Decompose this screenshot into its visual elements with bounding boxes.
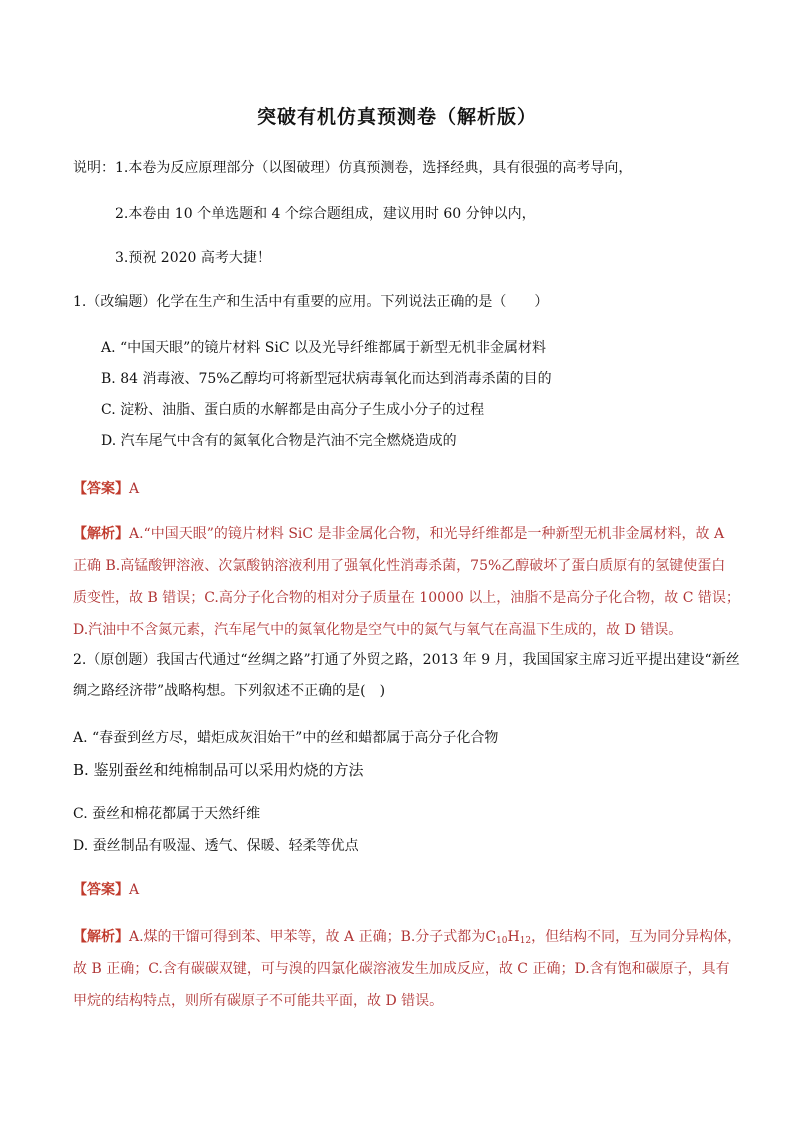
- question-2-analysis-line-3: 甲烷的结构特点，则所有碳原子不可能共平面，故 D 错误。: [73, 993, 444, 1009]
- answer-value: A: [129, 882, 140, 898]
- question-2-option-d: D. 蚕丝制品有吸湿、透气、保暖、轻柔等优点: [73, 838, 359, 854]
- question-2-option-c: C. 蚕丝和棉花都属于天然纤维: [73, 806, 261, 822]
- formula-c: C: [485, 929, 497, 945]
- question-1-answer: [73, 479, 139, 499]
- analysis-text-pre: A.煤的干馏可得到苯、甲苯等，故 A 正确；B.分子式都为: [129, 929, 486, 945]
- question-2-analysis-line-1: [73, 927, 741, 947]
- question-1-analysis-line-1: [73, 524, 724, 544]
- question-1-option-d: D. 汽车尾气中含有的氮氧化合物是汽油不完全燃烧造成的: [101, 433, 457, 449]
- analysis-tag: 【解析】: [73, 929, 129, 945]
- page-title: 突破有机仿真预测卷（解析版）: [256, 106, 537, 128]
- question-1-analysis-line-3: 质变性，故 B 错误；C.高分子化合物的相对分子质量在 10000 以上，油脂不是高分子化合物，故 C 错误；: [73, 590, 740, 606]
- question-1-option-a: A. “中国天眼”的镜片材料 SiC 以及光导纤维都属于新型无机非金属材料: [101, 340, 547, 356]
- question-1-analysis-line-4: D.汽油中不含氮元素，汽车尾气中的氮氧化物是空气中的氮气与氧气在高温下生成的，故 D 错误。: [73, 622, 683, 638]
- answer-value: A: [129, 481, 140, 497]
- question-1-analysis-line-2: 正确 B.高锰酸钾溶液、次氯酸钠溶液利用了强氧化性消毒杀菌，75%乙醇破坏了蛋白质原有的氢键使蛋白: [73, 558, 726, 574]
- note-line-2: 2.本卷由 10 个单选题和 4 个综合题组成，建议用时 60 分钟以内，: [115, 206, 536, 222]
- note-line-1: 说明：1.本卷为反应原理部分（以图破理）仿真预测卷，选择经典，具有很强的高考导向，: [73, 160, 633, 176]
- analysis-text: A.“中国天眼”的镜片材料 SiC 是非金属化合物，和光导纤维都是一种新型无机非金属材料，故 A: [129, 526, 725, 542]
- question-1-option-b: B. 84 消毒液、75%乙醇均可将新型冠状病毒氧化而达到消毒杀菌的目的: [101, 371, 552, 387]
- question-2-answer: [73, 880, 139, 900]
- note-line-3: 3.预祝 2020 高考大捷！: [115, 250, 271, 266]
- formula-c-subscript: 10: [496, 936, 508, 946]
- answer-tag: 【答案】: [73, 882, 129, 898]
- analysis-tag: 【解析】: [73, 526, 129, 542]
- question-1-stem: 1.（改编题）化学在生产和生活中有重要的应用。下列说法正确的是（ ）: [73, 294, 549, 310]
- question-2-analysis-line-2: 故 B 正确；C.含有碳碳双键，可与溴的四氯化碳溶液发生加成反应，故 C 正确；D.含有饱和碳原子，具有: [73, 961, 730, 977]
- formula-h-subscript: 12: [519, 936, 532, 946]
- analysis-text-post: ，但结构不同，互为同分异构体，: [531, 929, 742, 945]
- question-2-option-a: A. “春蚕到丝方尽，蜡炬成灰泪始干”中的丝和蜡都属于高分子化合物: [73, 730, 499, 746]
- question-2-stem-line-1: 2.（原创题）我国古代通过“丝绸之路”打通了外贸之路，2013 年 9 月，我国国家主席习近平提出建设“新丝: [73, 652, 740, 668]
- question-1-option-c: C. 淀粉、油脂、蛋白质的水解都是由高分子生成小分子的过程: [101, 402, 485, 418]
- answer-tag: 【答案】: [73, 481, 129, 497]
- formula-h: H: [507, 929, 520, 945]
- question-2-option-b: B. 鉴别蚕丝和纯棉制品可以采用灼烧的方法: [73, 761, 364, 779]
- question-2-stem-line-2: 绸之路经济带”战略构想。下列叙述不正确的是( ): [73, 683, 386, 699]
